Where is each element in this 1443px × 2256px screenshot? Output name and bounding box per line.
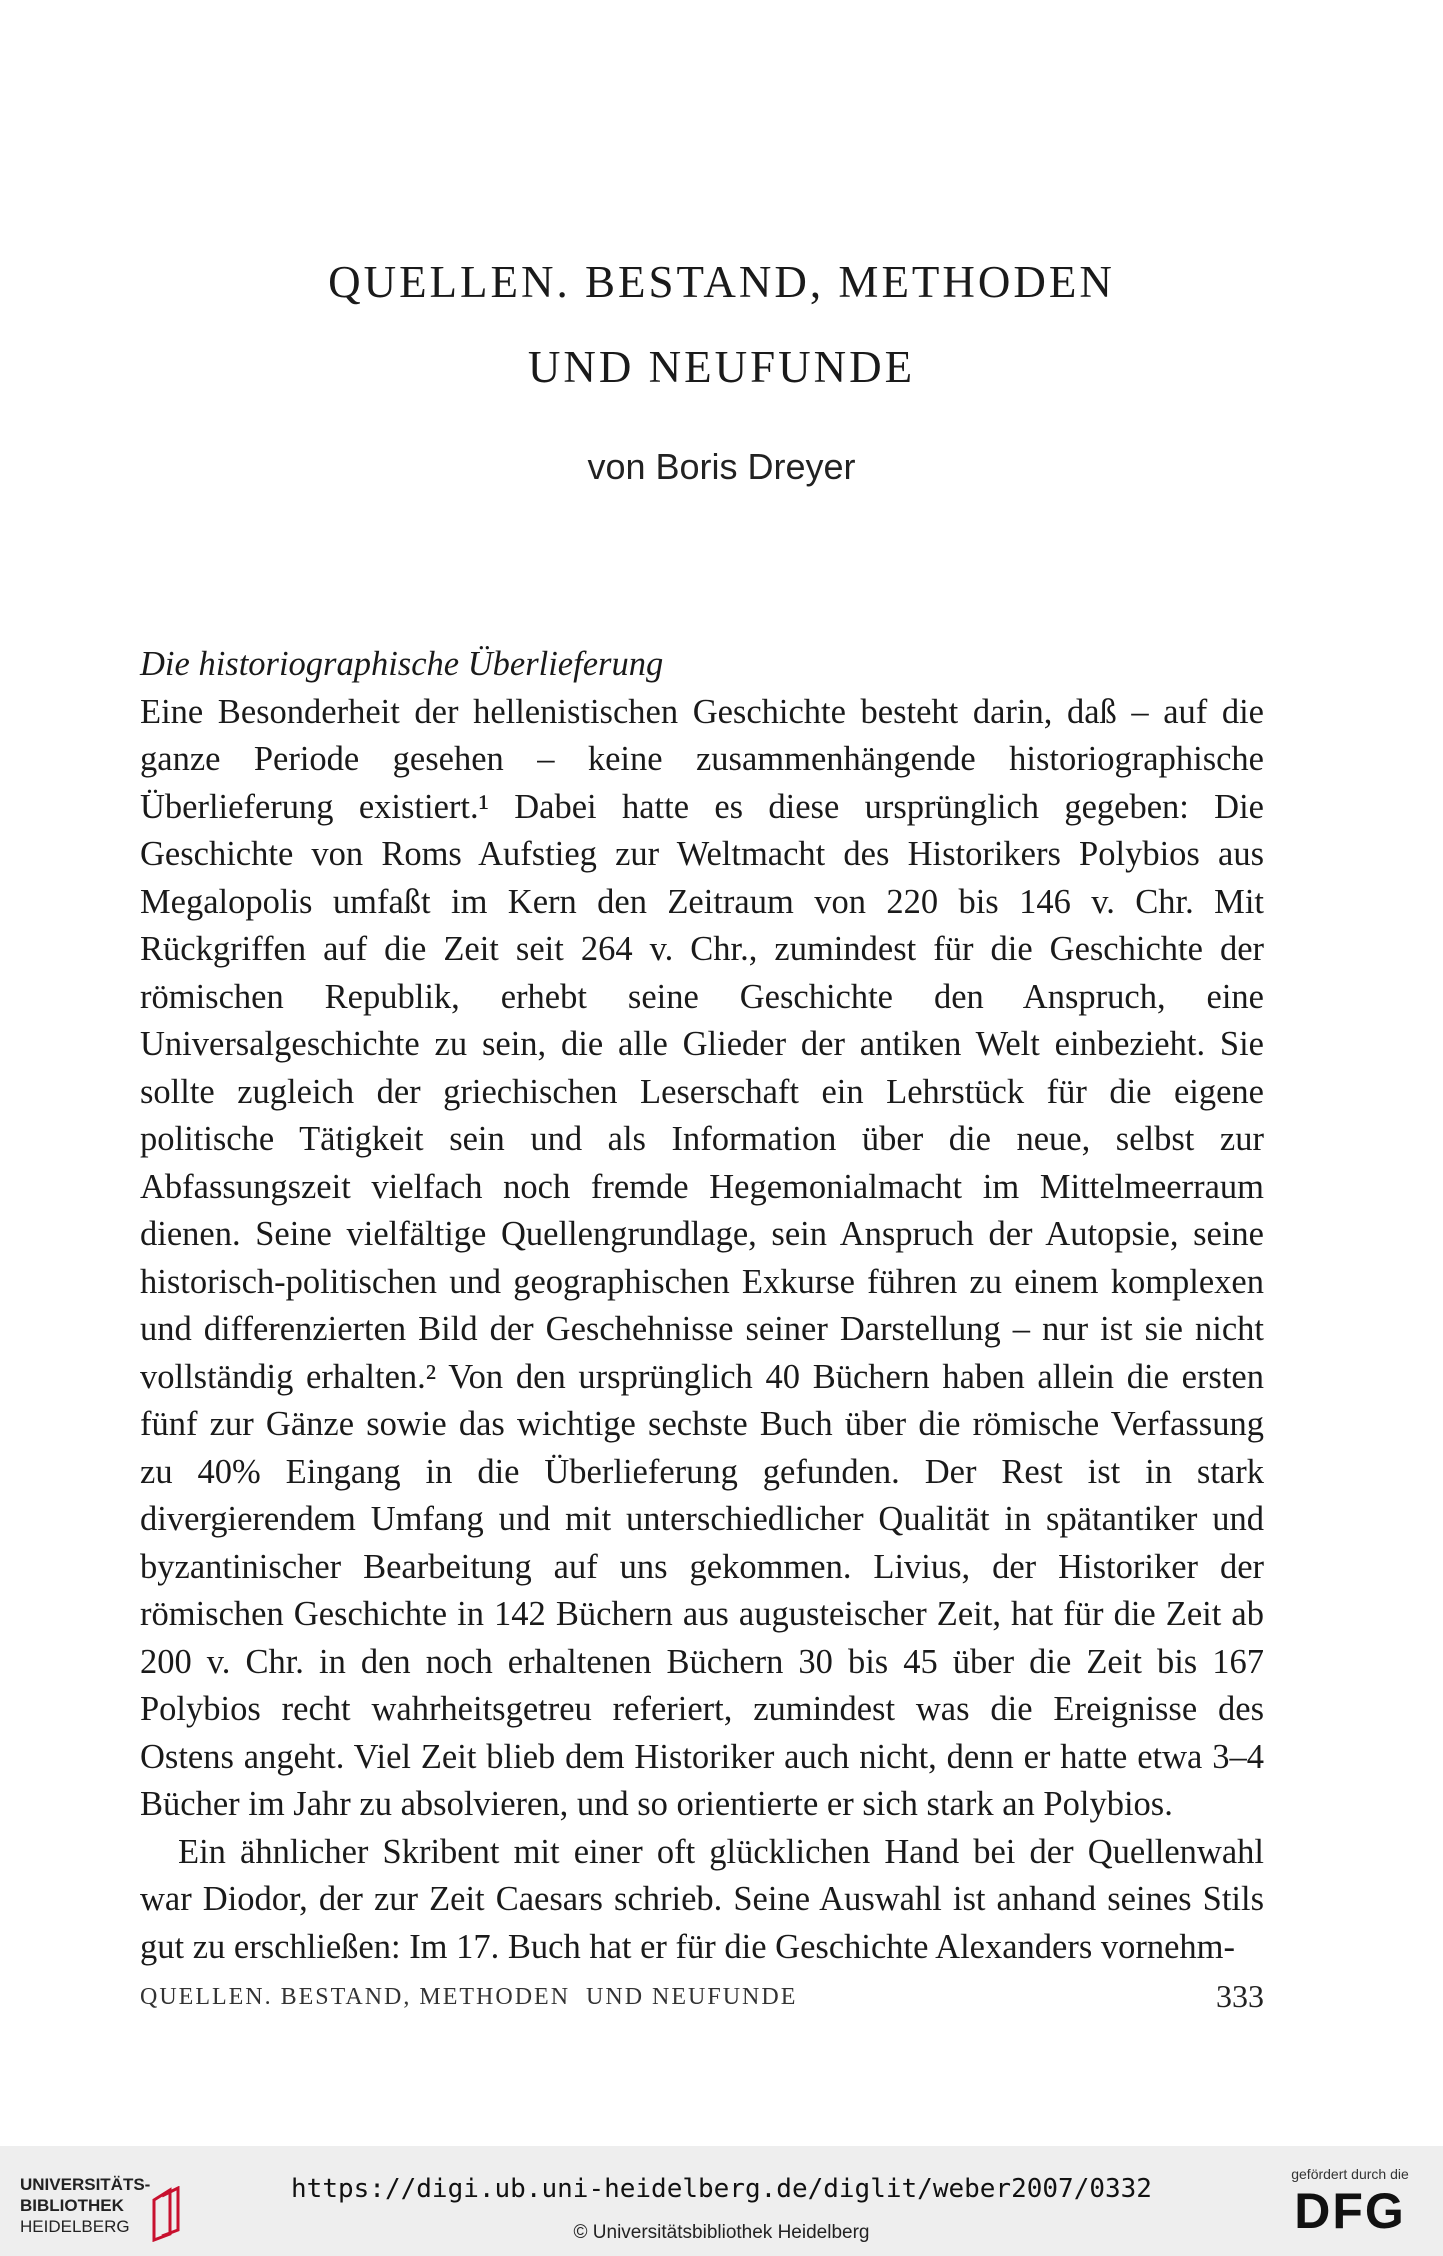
title-line-1: QUELLEN. BESTAND, METHODEN [328,257,1115,307]
page-number: 333 [1216,1978,1264,2014]
library-line-3: HEIDELBERG [20,2217,130,2236]
copyright-notice: © Universitätsbibliothek Heidelberg [573,2222,870,2243]
section-subheading: Die historiographische Überlieferung [140,645,664,683]
permalink-url[interactable]: https://digi.ub.uni-heidelberg.de/diglit/weber2007/0332 [291,2174,1152,2204]
paragraph-2: Ein ähnlicher Skribent mit einer oft glücklichen Hand bei der Quellenwahl war Diodor, der zur Zeit Caesars schrieb. Seine Auswahl ist anhand seines Stils gut zu erschließen: Im 17. Buch hat er für die Geschichte Alexanders vornehm- [140,1832,1264,1966]
library-line-1: UNIVERSITÄTS- [20,2175,151,2194]
dfg-logo[interactable] [1285,2166,1415,2240]
funder-note: gefördert durch die [1291,2166,1409,2182]
funder-name: DFG [1294,2183,1406,2239]
digitization-footer-bar [0,2146,1443,2256]
article-body [140,641,1264,1971]
title-line-2: UND NEUFUNDE [527,342,916,392]
article-title [0,240,1443,410]
library-line-2: BIBLIOTHEK [20,2196,124,2215]
running-footer-title: QUELLEN. BESTAND, METHODEN UND NEUFUNDE [140,1984,798,2010]
paragraph-1: Eine Besonderheit der hellenistischen Geschichte besteht darin, daß – auf die ganze Periode gesehen – keine zusammenhängende historiographische Überlieferung existiert.¹ Dabei hatte es diese ursprünglich gegeben: Die Geschichte von Roms Aufstieg zur Weltmacht des Historikers Polybios aus Megalopolis umfaßt im Kern den Zeitraum von 220 bis 146 v. Chr. Mit Rückgriffen auf die Zeit seit 264 v. Chr., zumindest für die Geschichte der römischen Republik, erhebt seine Geschichte den Anspruch, eine Universalgeschichte zu sein, die alle Glieder der antiken Welt einbezieht. Sie sollte zugleich der griechischen Leserschaft ein Lehrstück für die eigene politische Tätigkeit sein und als Information über die neue, selbst zur Abfassungszeit vielfach noch fremde Hegemonialmacht im Mittelmeerraum dienen. Seine vielfältige Quellengrundlage, sein Anspruch der Autopsie, seine historisch-politischen und geographischen Exkurse führen zu einem komplexen und differenzierten Bild der Geschehnisse seiner Darstellung – nur ist sie nicht vollständig erhalten.² Von den ursprünglich 40 Büchern haben allein die ersten fünf zur Gänze sowie das wichtige sechste Buch über die römische Verfassung zu 40% Eingang in die Überlieferung gefunden. Der Rest ist in stark divergierendem Umfang und mit unterschiedlicher Qualität in spätantiker und byzantinischer Bearbeitung auf uns gekommen. Livius, der Historiker der römischen Geschichte in 142 Büchern aus augusteischer Zeit, hat für die Zeit ab 200 v. Chr. in den noch erhaltenen Büchern 30 bis 45 über die Zeit bis 167 Polybios recht wahrheitsgetreu referiert, zumindest was die Ereignisse des Ostens angeht. Viel Zeit blieb dem Historiker auch nicht, denn er hatte etwa 3–4 Bücher im Jahr zu absolvieren, und so orientierte er sich stark an Polybios. [140,692,1264,1823]
author-byline: von Boris Dreyer [587,446,856,487]
